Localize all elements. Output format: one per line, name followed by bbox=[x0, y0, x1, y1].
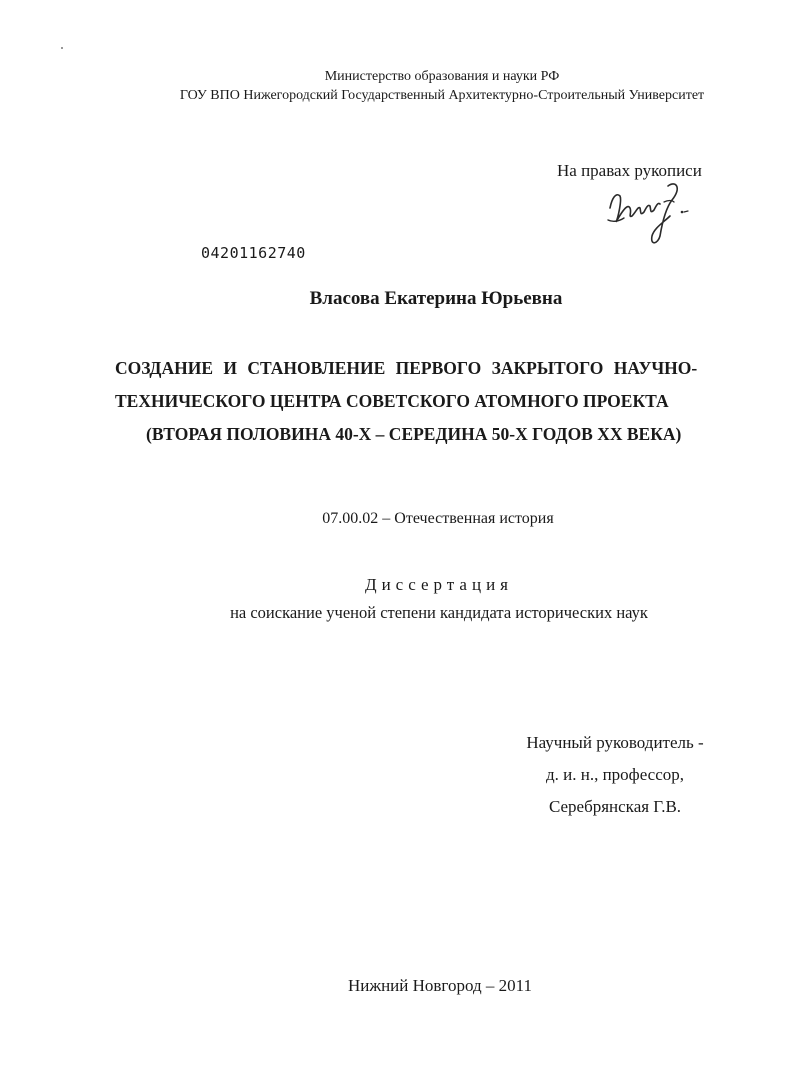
university-name: ГОУ ВПО Нижегородский Государственный Архитектурно-Строительный Университет bbox=[179, 88, 705, 103]
scan-speck bbox=[61, 47, 63, 49]
institution-header bbox=[0, 67, 794, 105]
specialty-code: 07.00.02 – Отечественная история bbox=[322, 510, 554, 527]
supervisor-rank: д. и. н., профессор, bbox=[545, 765, 685, 784]
title-line-3: (ВТОРАЯ ПОЛОВИНА 40-Х – СЕРЕДИНА 50-Х ГОДОВ ХХ ВЕКА) bbox=[146, 424, 682, 444]
degree-statement: на соискание ученой степени кандидата исторических наук bbox=[230, 603, 648, 622]
handwritten-signature-icon bbox=[602, 178, 692, 250]
manuscript-rights-note: На правах рукописи bbox=[557, 161, 702, 180]
supervisor-name: Серебрянская Г.В. bbox=[548, 797, 682, 816]
title-line-2: ТЕХНИЧЕСКОГО ЦЕНТРА СОВЕТСКОГО АТОМНОГО ПРОЕКТА bbox=[115, 391, 669, 411]
supervisor-role: Научный руководитель - bbox=[526, 733, 704, 752]
dissertation-title bbox=[115, 352, 745, 451]
supervisor-block bbox=[480, 727, 750, 823]
work-type: Диссертация bbox=[364, 575, 513, 594]
author-name: Власова Екатерина Юрьевна bbox=[309, 288, 563, 309]
title-line-1: СОЗДАНИЕ И СТАНОВЛЕНИЕ ПЕРВОГО ЗАКРЫТОГО НАУЧНО- bbox=[115, 358, 698, 378]
archive-number: 04201162740 bbox=[201, 244, 306, 262]
city-year: Нижний Новгород – 2011 bbox=[347, 976, 533, 995]
ministry-name: Министерство образования и науки РФ bbox=[324, 69, 560, 84]
